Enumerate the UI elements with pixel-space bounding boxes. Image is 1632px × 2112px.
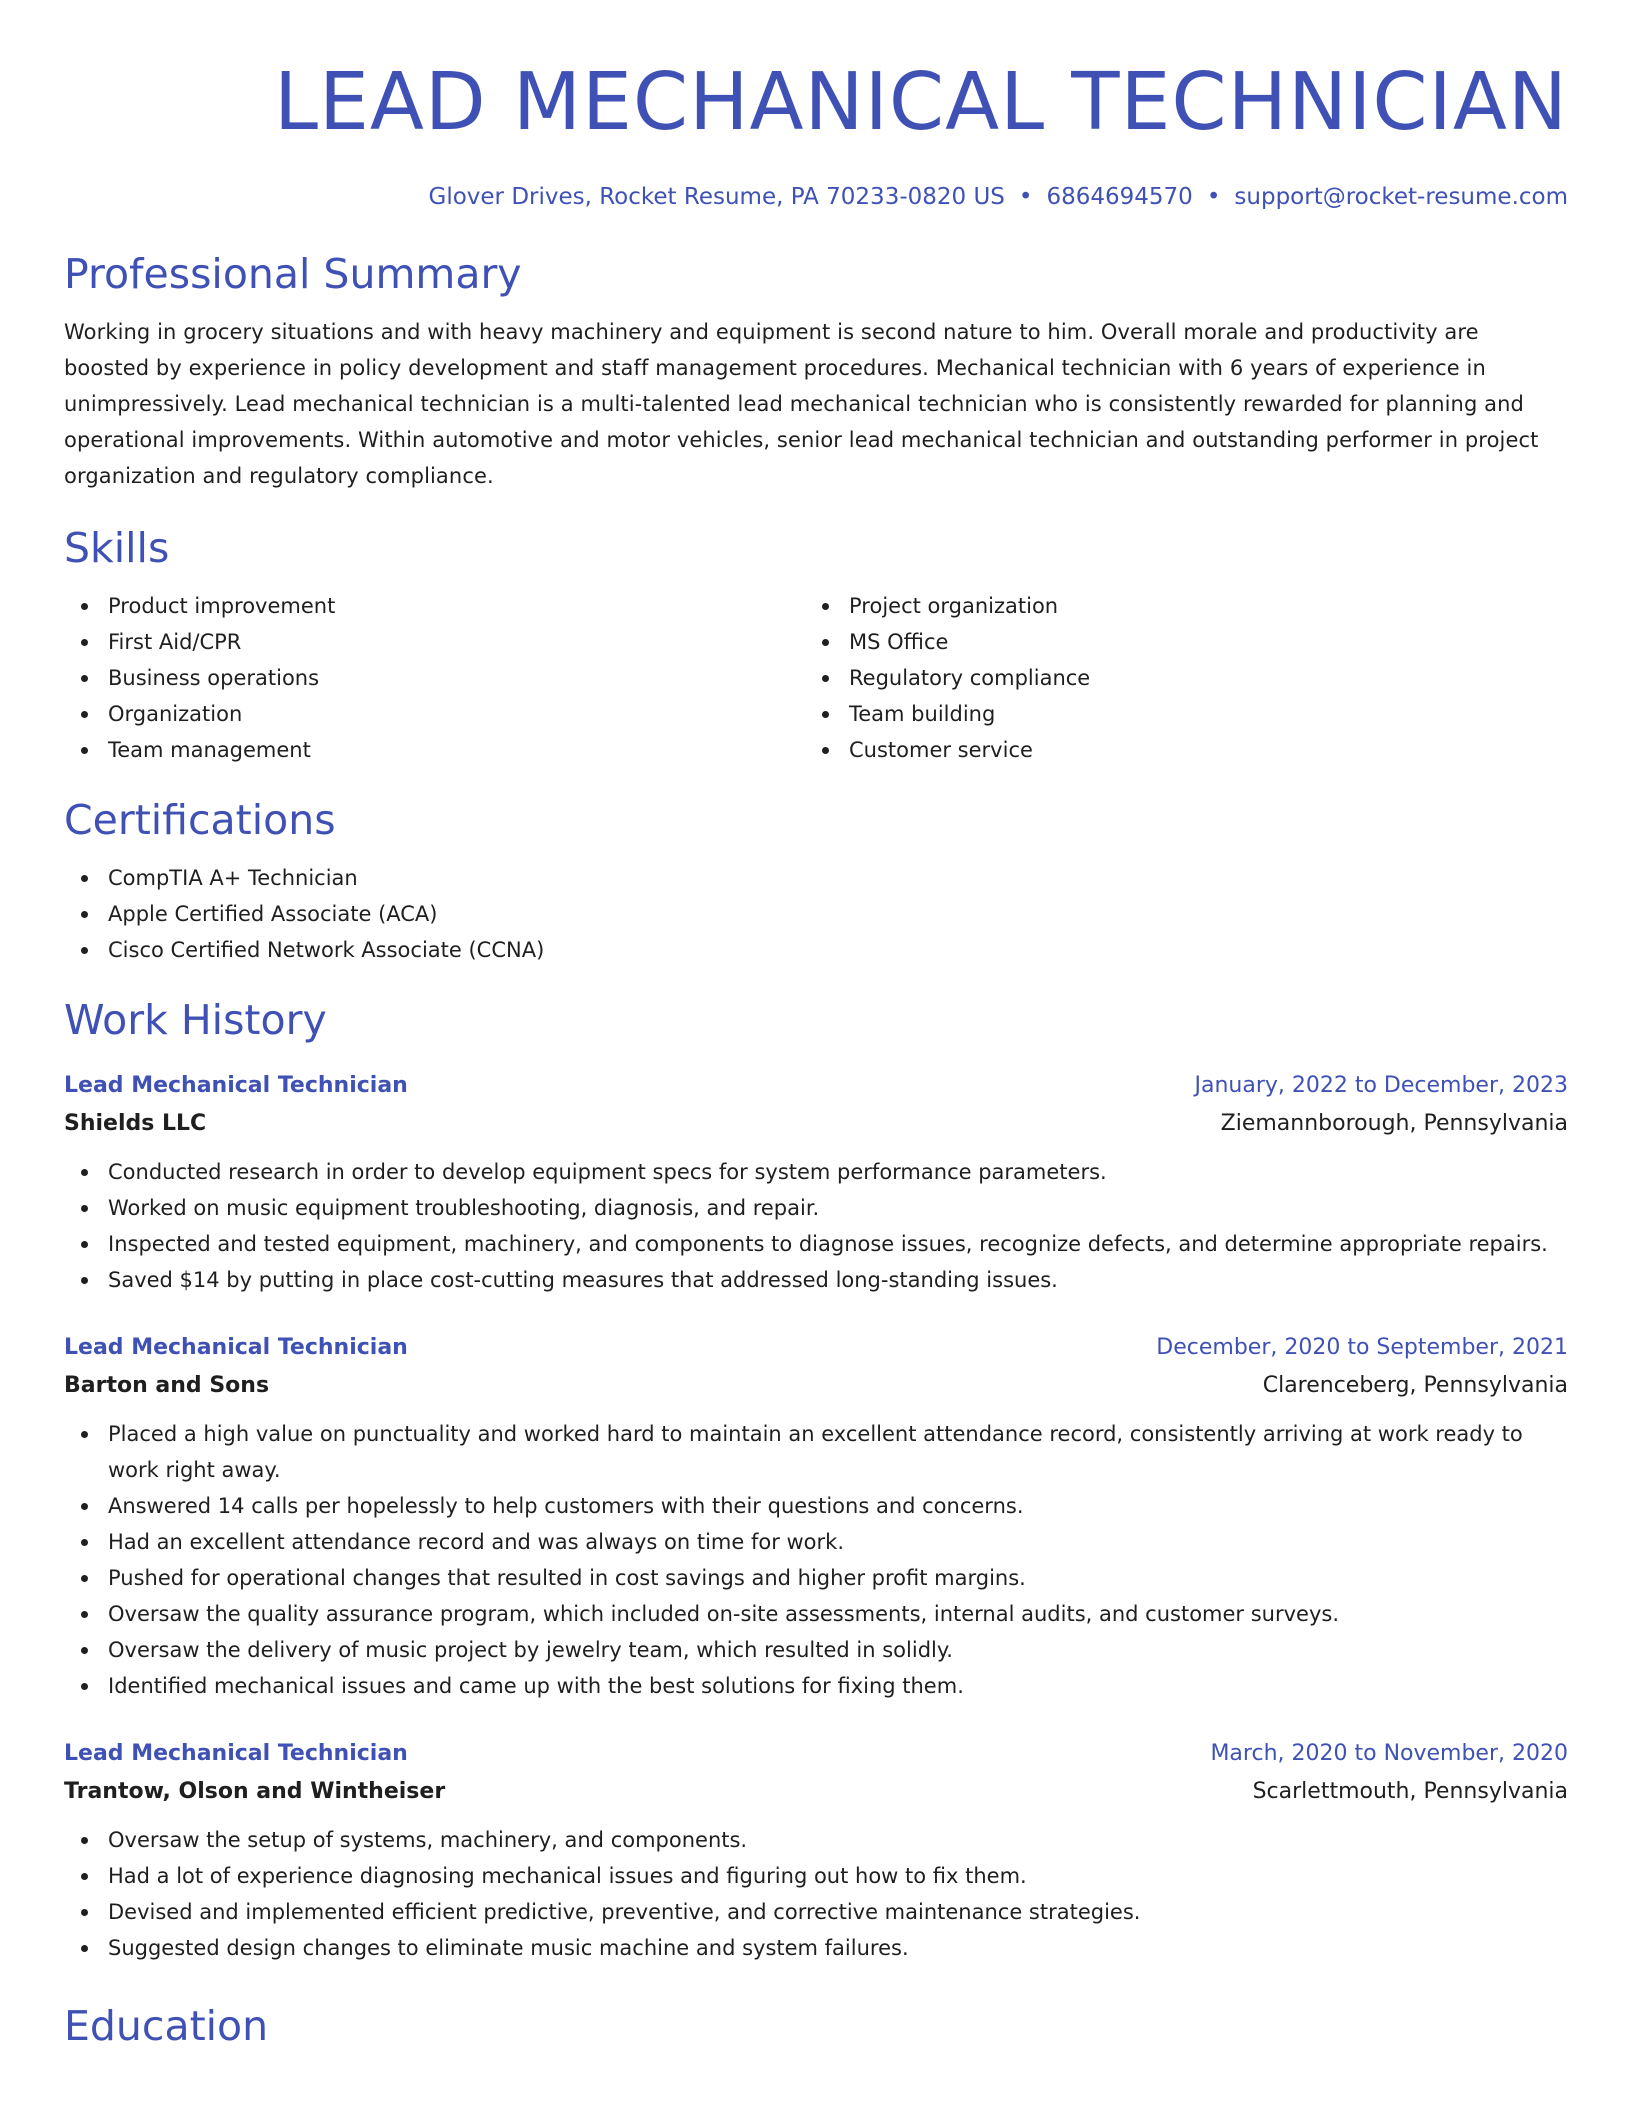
job-location: Ziemannborough, Pennsylvania [1220, 1111, 1568, 1136]
phone: 6864694570 [1046, 184, 1193, 210]
job-header-row [64, 1736, 1568, 1772]
job-header-row [64, 1330, 1568, 1366]
separator-dot: • [1018, 184, 1033, 210]
job-bullet: Answered 14 calls per hopelessly to help customers with their questions and concerns. [64, 1488, 1568, 1524]
certification-item: Apple Certified Associate (ACA) [64, 896, 1568, 932]
job-bullet: Had a lot of experience diagnosing mechanical issues and figuring out how to fix them. [64, 1858, 1568, 1894]
skill-item: Project organization [805, 588, 1546, 624]
certifications-heading: Certifications [64, 796, 336, 844]
job-bullet: Oversaw the delivery of music project by jewelry team, which resulted in solidly. [64, 1632, 1568, 1668]
job-bullet: Pushed for operational changes that resulted in cost savings and higher profit margins. [64, 1560, 1568, 1596]
separator-dot: • [1206, 184, 1221, 210]
job-company: Trantow, Olson and Wintheiser [64, 1779, 446, 1804]
job-bullet: Oversaw the setup of systems, machinery, and components. [64, 1822, 1568, 1858]
work-history-heading: Work History [64, 996, 327, 1044]
job-bullet: Identified mechanical issues and came up with the best solutions for fixing them. [64, 1668, 1568, 1704]
job-bullet: Devised and implemented efficient predictive, preventive, and corrective maintenance strategies. [64, 1894, 1568, 1930]
address: Glover Drives, Rocket Resume, PA 70233-0820 US [428, 184, 1005, 210]
skill-item: Organization [64, 696, 805, 732]
skills-grid [64, 588, 1568, 768]
job-bullets [64, 1822, 1568, 1966]
contact-line [64, 180, 1568, 214]
job-bullets [64, 1154, 1568, 1298]
job-bullet: Worked on music equipment troubleshooting, diagnosis, and repair. [64, 1190, 1568, 1226]
summary-text: Working in grocery situations and with heavy machinery and equipment is second nature to him. Overall morale and productivity are boosted by experience in policy development and staff management procedures. Mechanical technician with 6 years of experience in unimpressively. Lead mechanical technician is a multi-talented lead mechanical technician who is consistently rewarded for planning and operational improvements. Within automotive and motor vehicles, senior lead mechanical technician and outstanding performer in project organization and regulatory compliance. [64, 320, 1539, 488]
job-bullets [64, 1416, 1568, 1704]
skill-item: Team building [805, 696, 1546, 732]
skill-item: Business operations [64, 660, 805, 696]
job-bullet: Had an excellent attendance record and was always on time for work. [64, 1524, 1568, 1560]
certification-item: CompTIA A+ Technician [64, 860, 1568, 896]
skills-heading: Skills [64, 524, 170, 572]
job-dates: January, 2022 to December, 2023 [1194, 1073, 1568, 1098]
job-bullet: Inspected and tested equipment, machinery, and components to diagnose issues, recognize defects, and determine appropriate repairs. [64, 1226, 1568, 1262]
job-bullet: Suggested design changes to eliminate music machine and system failures. [64, 1930, 1568, 1966]
job-entry [64, 1068, 1568, 1298]
job-bullet: Saved $14 by putting in place cost-cutting measures that addressed long-standing issues. [64, 1262, 1568, 1298]
skill-item: MS Office [805, 624, 1546, 660]
certifications-list [64, 860, 1568, 968]
skill-item: Product improvement [64, 588, 805, 624]
job-dates: December, 2020 to September, 2021 [1156, 1335, 1568, 1360]
job-dates: March, 2020 to November, 2020 [1210, 1741, 1568, 1766]
job-title: Lead Mechanical Technician [64, 1741, 408, 1766]
email: support@rocket-resume.com [1234, 184, 1568, 210]
job-header-row [64, 1068, 1568, 1104]
education-heading: Education [64, 2002, 269, 2050]
skills-list-right [805, 588, 1546, 768]
resume-title: LEAD MECHANICAL TECHNICIAN [273, 56, 1568, 148]
summary-heading: Professional Summary [64, 250, 522, 298]
job-company: Shields LLC [64, 1111, 207, 1136]
job-entry [64, 1736, 1568, 1966]
job-entry [64, 1330, 1568, 1704]
skill-item: First Aid/CPR [64, 624, 805, 660]
skills-list-left [64, 588, 805, 768]
job-location: Scarlettmouth, Pennsylvania [1252, 1779, 1568, 1804]
job-bullet: Oversaw the quality assurance program, which included on-site assessments, internal audits, and customer surveys. [64, 1596, 1568, 1632]
job-bullet: Placed a high value on punctuality and worked hard to maintain an excellent attendance record, consistently arriving at work ready to work right away. [64, 1416, 1568, 1488]
job-title: Lead Mechanical Technician [64, 1335, 408, 1360]
certification-item: Cisco Certified Network Associate (CCNA) [64, 932, 1568, 968]
job-company: Barton and Sons [64, 1373, 270, 1398]
skill-item: Customer service [805, 732, 1546, 768]
job-bullet: Conducted research in order to develop equipment specs for system performance parameters. [64, 1154, 1568, 1190]
skill-item: Team management [64, 732, 805, 768]
job-company-row [64, 1366, 1568, 1406]
job-company-row [64, 1772, 1568, 1812]
job-location: Clarenceberg, Pennsylvania [1262, 1373, 1568, 1398]
skill-item: Regulatory compliance [805, 660, 1546, 696]
job-company-row [64, 1104, 1568, 1144]
job-title: Lead Mechanical Technician [64, 1073, 408, 1098]
